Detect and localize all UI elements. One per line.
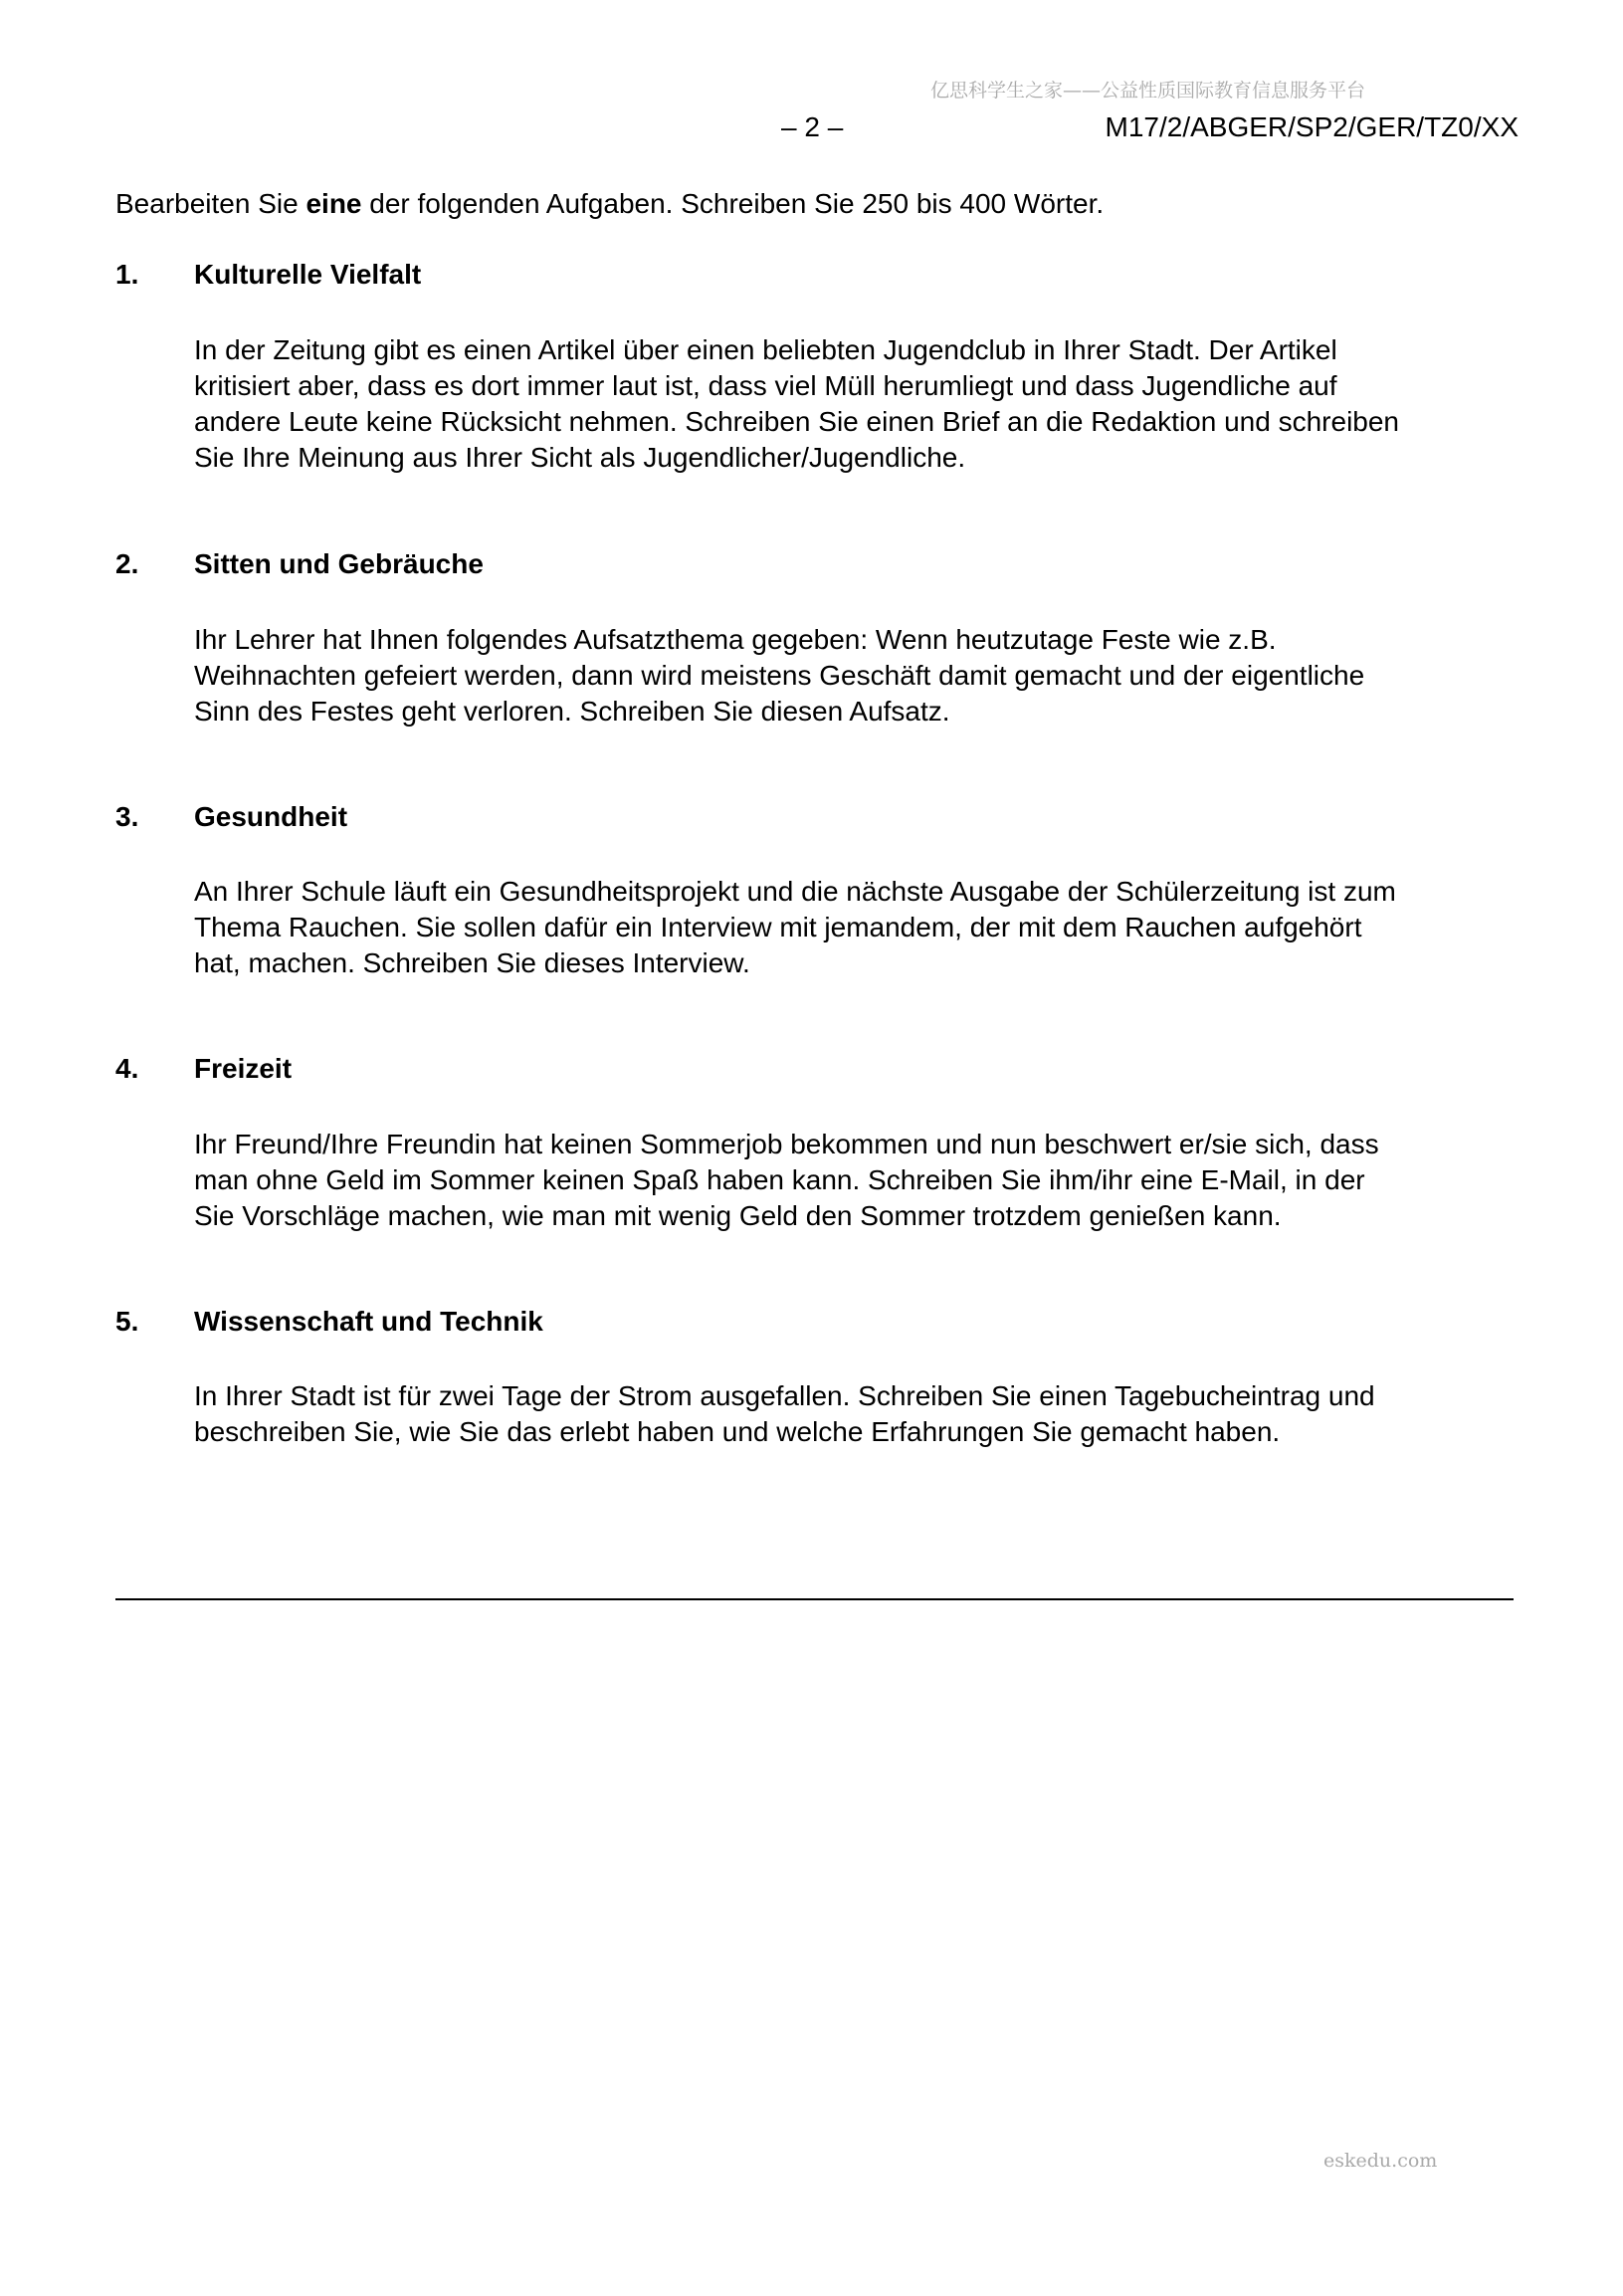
task-3-line-2: Thema Rauchen. Sie sollen dafür ein Interview mit jemandem, der mit dem Rauchen aufgehört — [194, 912, 1362, 942]
task-5-number: 5. — [115, 1306, 139, 1337]
instruction-after: der folgenden Aufgaben. Schreiben Sie 250 bis 400 Wörter. — [361, 188, 1105, 219]
task-2-body — [194, 622, 1518, 730]
watermark-bottom: eskedu.com — [1323, 2150, 1438, 2172]
task-4-line-3: Sie Vorschläge machen, wie man mit wenig Geld den Sommer trotzdem genießen kann. — [194, 1200, 1282, 1231]
task-2-line-3: Sinn des Festes geht verloren. Schreiben Sie diesen Aufsatz. — [194, 696, 950, 727]
task-4-title: Freizeit — [194, 1053, 293, 1084]
task-5-body — [194, 1378, 1518, 1450]
task-3-title: Gesundheit — [194, 801, 348, 832]
task-2-line-2: Weihnachten gefeiert werden, dann wird meistens Geschäft damit gemacht und der eigentliche — [194, 660, 1365, 691]
task-3-body — [194, 874, 1518, 981]
task-1-line-3: andere Leute keine Rücksicht nehmen. Schreiben Sie einen Brief an die Redaktion und schreiben — [194, 406, 1399, 437]
instruction-before: Bearbeiten Sie — [115, 188, 306, 219]
task-1-title: Kulturelle Vielfalt — [194, 259, 422, 290]
task-4-body — [194, 1127, 1518, 1234]
task-5-line-2: beschreiben Sie, wie Sie das erlebt haben und welche Erfahrungen Sie gemacht haben. — [194, 1416, 1281, 1447]
instruction-emphasis: eine — [305, 188, 362, 219]
task-5-line-1: In Ihrer Stadt ist für zwei Tage der Strom ausgefallen. Schreiben Sie einen Tagebucheintrag und — [194, 1380, 1375, 1411]
task-4-line-1: Ihr Freund/Ihre Freundin hat keinen Sommerjob bekommen und nun beschwert er/sie sich, dass — [194, 1129, 1379, 1159]
page-number: – 2 – — [781, 111, 844, 142]
task-2-title: Sitten und Gebräuche — [194, 548, 484, 579]
task-1-line-1: In der Zeitung gibt es einen Artikel über einen beliebten Jugendclub in Ihrer Stadt. Der Artikel — [194, 334, 1337, 365]
task-1-line-4: Sie Ihre Meinung aus Ihrer Sicht als Jugendlicher/Jugendliche. — [194, 442, 966, 473]
watermark-top: 亿思科学生之家——公益性质国际教育信息服务平台 — [930, 80, 1366, 102]
task-4-line-2: man ohne Geld im Sommer keinen Spaß haben kann. Schreiben Sie ihm/ihr eine E-Mail, in der — [194, 1164, 1365, 1195]
task-2-line-1: Ihr Lehrer hat Ihnen folgendes Aufsatzthema gegeben: Wenn heutzutage Feste wie z.B. — [194, 624, 1277, 655]
task-4-number: 4. — [115, 1053, 139, 1084]
paper-code: M17/2/ABGER/SP2/GER/TZ0/XX — [1105, 111, 1519, 142]
task-3-line-3: hat, machen. Schreiben Sie dieses Interview. — [194, 947, 750, 978]
task-1-number: 1. — [115, 259, 139, 290]
instruction-text — [115, 188, 1104, 220]
task-3-number: 3. — [115, 801, 139, 832]
task-2-number: 2. — [115, 548, 139, 579]
task-3-line-1: An Ihrer Schule läuft ein Gesundheitsprojekt und die nächste Ausgabe der Schülerzeitung ist zum — [194, 876, 1396, 907]
horizontal-rule — [115, 1598, 1514, 1600]
task-1-body — [194, 332, 1518, 476]
task-5-title: Wissenschaft und Technik — [194, 1306, 543, 1337]
task-1-line-2: kritisiert aber, dass es dort immer laut ist, dass viel Müll herumliegt und dass Jugendliche auf — [194, 370, 1337, 401]
